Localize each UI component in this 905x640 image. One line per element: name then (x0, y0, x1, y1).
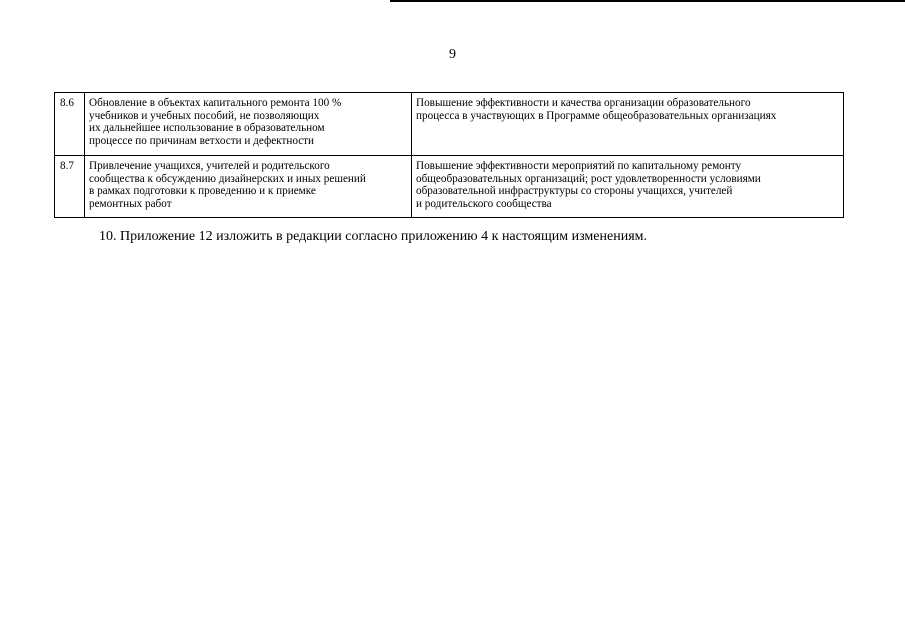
measure-description (85, 156, 412, 218)
measures-table (54, 92, 844, 218)
page-number: 9 (449, 47, 456, 62)
text-line: их дальнейшее использование в образовательном (89, 122, 325, 135)
text-line: в рамках подготовки к проведению и к приемке (89, 185, 316, 198)
text-line: процессе по причинам ветхости и дефектности (89, 134, 315, 147)
text-line: сообщества к обсуждению дизайнерских и иных решений (89, 172, 366, 185)
text-line: ремонтных работ (89, 197, 172, 210)
expected-result (412, 93, 844, 156)
measure-description (85, 93, 412, 156)
text-line: образовательной инфраструктуры со стороны учащихся, учителей (416, 185, 733, 198)
row-number: 8.7 (55, 156, 85, 218)
text-line: общеобразовательных организаций; рост удовлетворенности условиями (416, 172, 761, 185)
table-row (55, 156, 844, 218)
top-rule (390, 0, 905, 2)
amendment-paragraph: 10. Приложение 12 изложить в редакции согласно приложению 4 к настоящим изменениям. (99, 229, 647, 244)
expected-result (412, 156, 844, 218)
text-line: процесса в участвующих в Программе общеобразовательных организациях (416, 109, 777, 122)
text-line: и родительского сообщества (416, 197, 552, 210)
text-line: Обновление в объектах капитального ремонта 100 % (89, 97, 342, 109)
text-line: Повышение эффективности и качества организации образовательного (416, 97, 751, 109)
text-line: Повышение эффективности мероприятий по капитальному ремонту (416, 160, 742, 172)
row-number: 8.6 (55, 93, 85, 156)
table-row (55, 93, 844, 156)
text-line: учебников и учебных пособий, не позволяющих (89, 109, 320, 122)
text-line: Привлечение учащихся, учителей и родительского (89, 160, 330, 172)
